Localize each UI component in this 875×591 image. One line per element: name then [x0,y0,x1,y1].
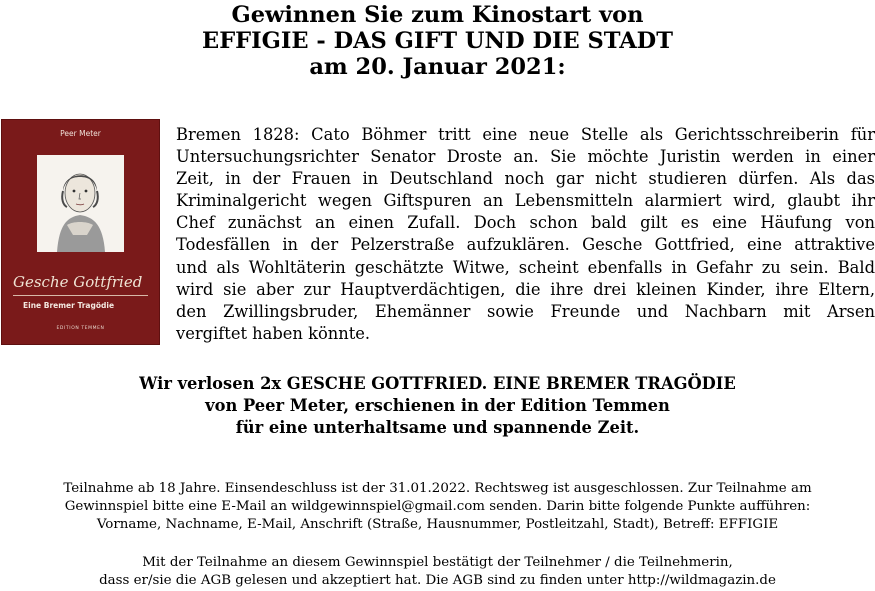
story-paragraph [176,124,875,345]
story-line: Zeit, in der Frauen in Deutschland noch gar nicht studieren dürfen. Als das [176,169,875,189]
story-line: wird sie aber zur Hauptverdächtigen, die ihre drei kleinen Kinder, ihre Eltern, [176,279,875,299]
cover-portrait [37,155,124,252]
headline-line-1: Gewinnen Sie zum Kinostart von [231,2,644,28]
terms-line-3: Vorname, Nachname, E-Mail, Anschrift (Straße, Hausnummer, Postleitzahl, Stadt), Betreff: EFFIGIE [96,517,779,532]
agb-line-2: dass er/sie die AGB gelesen und akzeptiert hat. Die AGB sind zu finden unter http://wildmagazin.de [99,573,776,588]
cover-title: Gesche Gottfried [13,273,143,291]
participation-terms [0,480,875,534]
giveaway-line-1: Wir verlosen 2x GESCHE GOTTFRIED. EINE BREMER TRAGÖDIE [139,374,736,393]
headline-line-3: am 20. Januar 2021: [309,54,566,80]
terms-line-2: Gewinnspiel bitte eine E-Mail an wildgewinnspiel@gmail.com senden. Darin bitte folgende Punkte aufführen: [64,499,811,514]
headline-line-2: EFFIGIE - DAS GIFT UND DIE STADT [202,28,673,54]
story-line: den Zwillingsbruder, Ehemänner sowie Freunde und Nachbarn mit Arsen [176,301,875,321]
story-line: Bremen 1828: Cato Böhmer tritt eine neue Stelle als Gerichtsschreiberin für [176,125,875,144]
story-line: Kriminalgericht wegen Giftspuren an Lebensmitteln alarmiert wird, glaubt ihr [176,191,875,211]
agb-line-1: Mit der Teilnahme an diesem Gewinnspiel bestätigt der Teilnehmer / die Teilnehmerin, [142,555,733,570]
cover-subtitle: Eine Bremer Tragödie [23,301,115,310]
terms-line-1: Teilnahme ab 18 Jahre. Einsendeschluss ist der 31.01.2022. Rechtsweg ist ausgeschlossen. Zur Teilnahme am [63,481,812,496]
book-cover-image [1,119,160,345]
giveaway-line-3: für eine unterhaltsame und spannende Zeit. [235,418,640,437]
cover-divider [13,295,148,296]
agb-notice [0,554,875,590]
cover-publisher: EDITION TEMMEN [56,326,105,331]
story-line: und als Wohltäterin geschätzte Witwe, scheint ebenfalls in Gefahr zu sein. Bald [176,257,875,277]
story-line: vergiftet haben könnte. [176,323,371,343]
story-line: Untersuchungsrichter Senator Droste an. Sie möchte Juristin werden in einer [176,147,875,167]
cover-author: Peer Meter [60,129,101,138]
headline [0,2,875,80]
giveaway-line-2: von Peer Meter, erschienen in der Edition Temmen [205,396,670,415]
giveaway-announcement [0,373,875,439]
story-line: Chef zunächst an einen Zufall. Doch schon bald gilt es eine Häufung von [176,213,875,233]
portrait-drawing [37,155,124,252]
story-line: Todesfällen in der Pelzerstraße aufzuklären. Gesche Gottfried, eine attraktive [176,235,875,255]
